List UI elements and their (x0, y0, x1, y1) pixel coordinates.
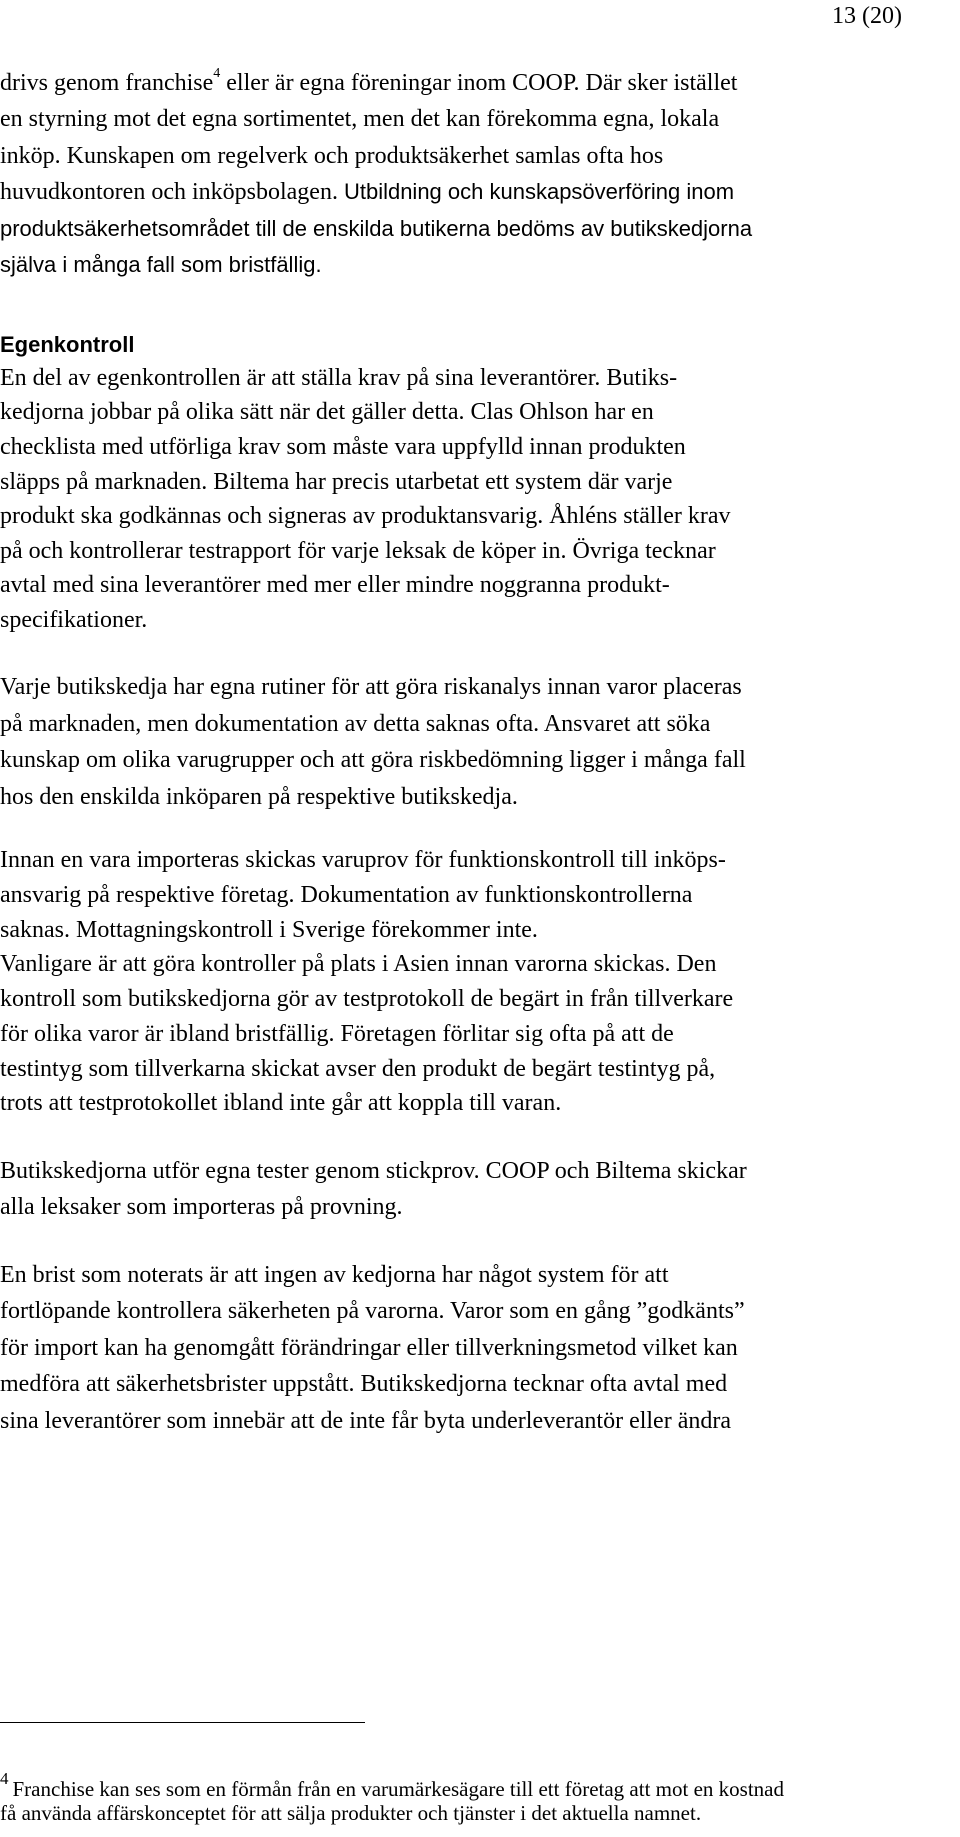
paragraph-line: checklista med utförliga krav som måste vara uppfylld innan produkten (0, 434, 686, 460)
paragraph-line: ansvarig på respektive företag. Dokumentation av funktionskontrollerna (0, 882, 693, 908)
paragraph-line: Butikskedjorna utför egna tester genom stickprov. COOP och Biltema skickar (0, 1158, 747, 1184)
footnote-marker: 4 (0, 1769, 9, 1788)
paragraph-line: En del av egenkontrollen är att ställa krav på sina leverantörer. Butiks- (0, 365, 678, 391)
page-number: 13 (20) (832, 3, 902, 29)
paragraph-line: Vanligare är att göra kontroller på plats i Asien innan varorna skickas. Den (0, 951, 717, 977)
text-span: huvudkontoren och inköpsbolagen. (0, 179, 344, 205)
paragraph-line: på marknaden, men dokumentation av detta saknas ofta. Ansvaret att söka (0, 711, 711, 737)
paragraph-line (0, 64, 737, 102)
paragraph-line: alla leksaker som importeras på provning. (0, 1194, 403, 1220)
text-span: eller är egna föreningar inom COOP. Där sker istället (220, 70, 738, 96)
footnote-text: Franchise kan ses som en förmån från en varumärkesägare till ett företag att mot en kostnad (12, 1777, 784, 1801)
paragraph-line: hos den enskilda inköparen på respektive butikskedja. (0, 784, 518, 810)
paragraph-line: En brist som noterats är att ingen av kedjorna har något system för att (0, 1262, 669, 1288)
paragraph-line: Varje butikskedja har egna rutiner för att göra riskanalys innan varor placeras (0, 674, 742, 700)
paragraph-line: specifikationer. (0, 607, 148, 633)
paragraph-line: för olika varor är ibland bristfällig. Företagen förlitar sig ofta på att de (0, 1021, 674, 1047)
paragraph-line: släpps på marknaden. Biltema har precis utarbetat ett system där varje (0, 469, 673, 495)
paragraph-line: för import kan ha genomgått förändringar eller tillverkningsmetod vilket kan (0, 1335, 738, 1361)
paragraph-line: fortlöpande kontrollera säkerheten på varorna. Varor som en gång ”godkänts” (0, 1298, 745, 1324)
paragraph-line: en styrning mot det egna sortimentet, men det kan förekomma egna, lokala (0, 106, 720, 132)
footnote-divider (0, 1722, 365, 1723)
paragraph-line (0, 173, 734, 211)
footnote-line: få använda affärskonceptet för att sälja produkter och tjänster i det aktuella namnet. (0, 1801, 702, 1825)
paragraph-line: kunskap om olika varugrupper och att göra riskbedömning ligger i många fall (0, 747, 746, 773)
paragraph-line: inköp. Kunskapen om regelverk och produktsäkerhet samlas ofta hos (0, 143, 664, 169)
paragraph-line: saknas. Mottagningskontroll i Sverige förekommer inte. (0, 917, 538, 943)
paragraph-line: avtal med sina leverantörer med mer eller mindre noggranna produkt- (0, 572, 670, 598)
paragraph-line: trots att testprotokollet ibland inte går att koppla till varan. (0, 1090, 562, 1116)
paragraph-line: själva i många fall som bristfällig. (0, 252, 322, 277)
text-span: Utbildning och kunskapsöverföring inom (343, 179, 735, 204)
paragraph-line: sina leverantörer som innebär att de inte får byta underleverantör eller ändra (0, 1408, 731, 1434)
paragraph-line: på och kontrollerar testrapport för varje leksak de köper in. Övriga tecknar (0, 538, 716, 564)
paragraph-line: kontroll som butikskedjorna gör av testprotokoll de begärt in från tillverkare (0, 986, 734, 1012)
paragraph-line: testintyg som tillverkarna skickat avser den produkt de begärt testintyg på, (0, 1056, 716, 1082)
text-span: drivs genom franchise (0, 70, 214, 96)
paragraph-line: Innan en vara importeras skickas varuprov för funktionskontroll till inköps- (0, 847, 726, 873)
paragraph-line: medföra att säkerhetsbrister uppstått. Butikskedjorna tecknar ofta avtal med (0, 1371, 728, 1397)
paragraph-line: produkt ska godkännas och signeras av produktansvarig. Åhléns ställer krav (0, 503, 731, 529)
paragraph-line: produktsäkerhetsområdet till de enskilda butikerna bedöms av butikskedjorna (0, 216, 753, 241)
footnote-reference: 4 (213, 66, 221, 81)
section-heading: Egenkontroll (0, 332, 135, 357)
paragraph-line: kedjorna jobbar på olika sätt när det gäller detta. Clas Ohlson har en (0, 399, 654, 425)
